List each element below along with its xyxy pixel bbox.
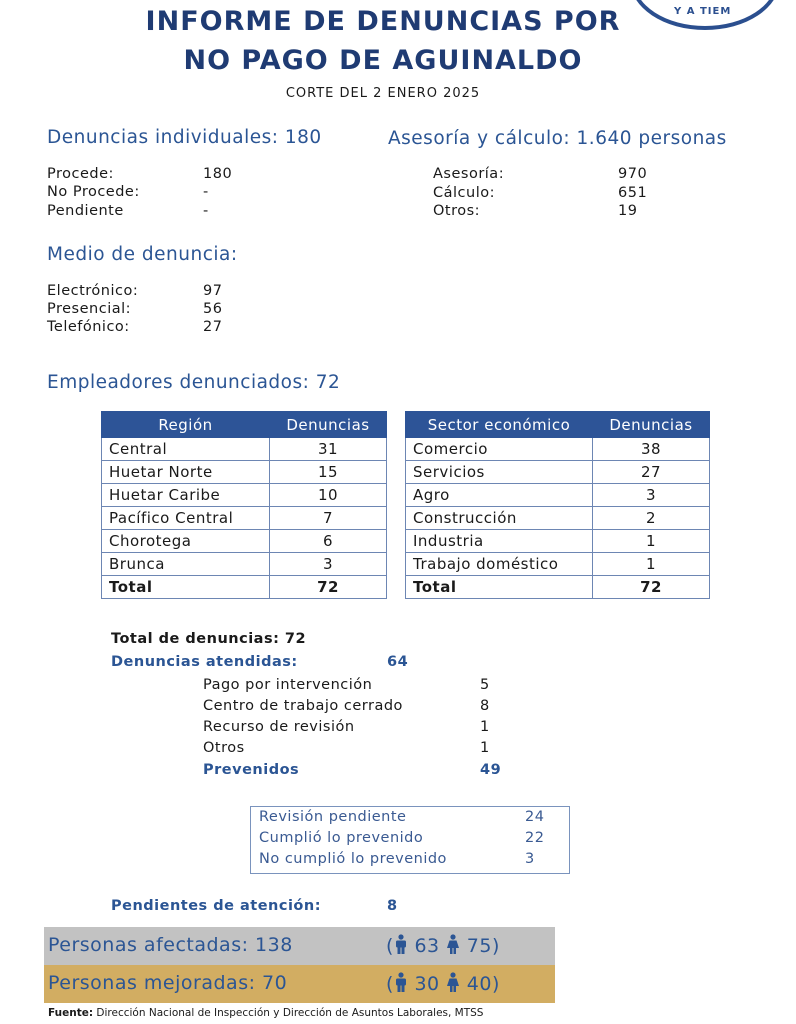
table-header-row [406,412,710,438]
sector-cell: Agro [406,484,593,507]
afectadas-counts [386,934,500,957]
asesoria-label: Cálculo: [433,185,495,201]
medio-label: Telefónico: [47,319,130,335]
individuales-value: - [203,184,209,200]
table-row [406,484,710,507]
asesoria-value: 970 [618,166,648,182]
column-header: Sector económico [406,412,593,438]
total-row [406,576,710,599]
detalle-value: 1 [480,740,490,756]
prevenidos-box [250,806,570,874]
region-cell: Huetar Norte [102,461,270,484]
afectadas-band [44,927,555,965]
individuales-value: 180 [203,166,233,182]
medio-label: Presencial: [47,301,132,317]
medio-heading: Medio de denuncia: [47,244,238,265]
prevenidos-detail-label: Revisión pendiente [259,809,407,825]
man-icon [394,934,408,954]
asesoria-value: 651 [618,185,648,201]
prevenidos-detail-value: 3 [525,851,535,867]
table-row [102,530,387,553]
man-icon [394,972,408,992]
pendientes-label: Pendientes de atención: [111,898,322,914]
prevenidos-detail-value: 24 [525,809,545,825]
count-cell: 31 [270,438,387,461]
prevenidos-detail-value: 22 [525,830,545,846]
count-cell: 15 [270,461,387,484]
asesoria-label: Asesoría: [433,166,505,182]
empleadores-heading: Empleadores denunciados: 72 [47,372,341,393]
individuales-label: Procede: [47,166,114,182]
detalle-label: Centro de trabajo cerrado [203,698,403,714]
table-row [102,553,387,576]
medio-value: 56 [203,301,223,317]
total-value: 72 [593,576,710,599]
medio-value: 97 [203,283,223,299]
total-label: Total [406,576,593,599]
table-row [406,553,710,576]
total-row [102,576,387,599]
region-cell: Pacífico Central [102,507,270,530]
mejoradas-counts [386,972,500,995]
total-label: Total [102,576,270,599]
asesoria-label: Otros: [433,203,481,219]
atendidas-label: Denuncias atendidas: [111,654,298,670]
count-cell: 7 [270,507,387,530]
count-cell: 38 [593,438,710,461]
individuales-heading: Denuncias individuales: 180 [47,127,322,148]
table-row [406,438,710,461]
column-header: Denuncias [270,412,387,438]
paren-open: ( [386,973,394,995]
total-value: 72 [270,576,387,599]
prevenidos-value: 49 [480,762,502,778]
prevenidos-detail-label: No cumplió lo prevenido [259,851,447,867]
afectadas-label: Personas afectadas: 138 [48,934,293,956]
count-cell: 27 [593,461,710,484]
women-count: 40 [466,973,492,995]
count-cell: 1 [593,530,710,553]
count-cell: 10 [270,484,387,507]
report-title-line1: INFORME DE DENUNCIAS POR [145,6,621,37]
asesoria-heading: Asesoría y cálculo: 1.640 personas [388,128,727,149]
medio-label: Electrónico: [47,283,139,299]
individuales-label: No Procede: [47,184,140,200]
men-count: 30 [414,973,440,995]
men-count: 63 [414,935,440,957]
sector-cell: Trabajo doméstico [406,553,593,576]
region-cell: Central [102,438,270,461]
source-note [48,1007,483,1019]
paren-close: ) [491,935,500,957]
detalle-value: 1 [480,719,490,735]
region-cell: Chorotega [102,530,270,553]
paren-open: ( [386,935,394,957]
detalle-value: 5 [480,677,490,693]
column-header: Denuncias [593,412,710,438]
mejoradas-label: Personas mejoradas: 70 [48,972,288,994]
source-text: Dirección Nacional de Inspección y Dirección de Asuntos Laborales, MTSS [96,1007,484,1019]
cut-date: CORTE DEL 2 ENERO 2025 [285,86,481,101]
table-row [102,507,387,530]
sector-table [405,411,710,599]
column-header: Región [102,412,270,438]
table-row [102,461,387,484]
count-cell: 6 [270,530,387,553]
prevenidos-label: Prevenidos [203,762,300,778]
detalle-label: Pago por intervención [203,677,373,693]
count-cell: 2 [593,507,710,530]
table-row [406,461,710,484]
paren-close: ) [491,973,500,995]
detalle-label: Otros [203,740,245,756]
atendidas-value: 64 [387,654,409,670]
report-title-line2: NO PAGO DE AGUINALDO [183,45,583,76]
women-count: 75 [466,935,492,957]
table-row [406,507,710,530]
sector-cell: Comercio [406,438,593,461]
seal-text: Y A TIEM [674,6,732,17]
detalle-value: 8 [480,698,490,714]
sector-cell: Servicios [406,461,593,484]
individuales-label: Pendiente [47,203,124,219]
individuales-value: - [203,203,209,219]
table-row [102,484,387,507]
table-header-row [102,412,387,438]
pendientes-value: 8 [387,898,398,914]
count-cell: 3 [593,484,710,507]
sector-cell: Construcción [406,507,593,530]
source-label: Fuente: [48,1007,94,1019]
mejoradas-band [44,965,555,1003]
total-denuncias: Total de denuncias: 72 [111,631,307,647]
detalle-label: Recurso de revisión [203,719,355,735]
region-cell: Huetar Caribe [102,484,270,507]
sector-cell: Industria [406,530,593,553]
woman-icon [446,934,460,954]
table-row [102,438,387,461]
prevenidos-detail-label: Cumplió lo prevenido [259,830,424,846]
asesoria-value: 19 [618,203,638,219]
woman-icon [446,972,460,992]
count-cell: 3 [270,553,387,576]
region-table [101,411,387,599]
region-cell: Brunca [102,553,270,576]
medio-value: 27 [203,319,223,335]
count-cell: 1 [593,553,710,576]
table-row [406,530,710,553]
